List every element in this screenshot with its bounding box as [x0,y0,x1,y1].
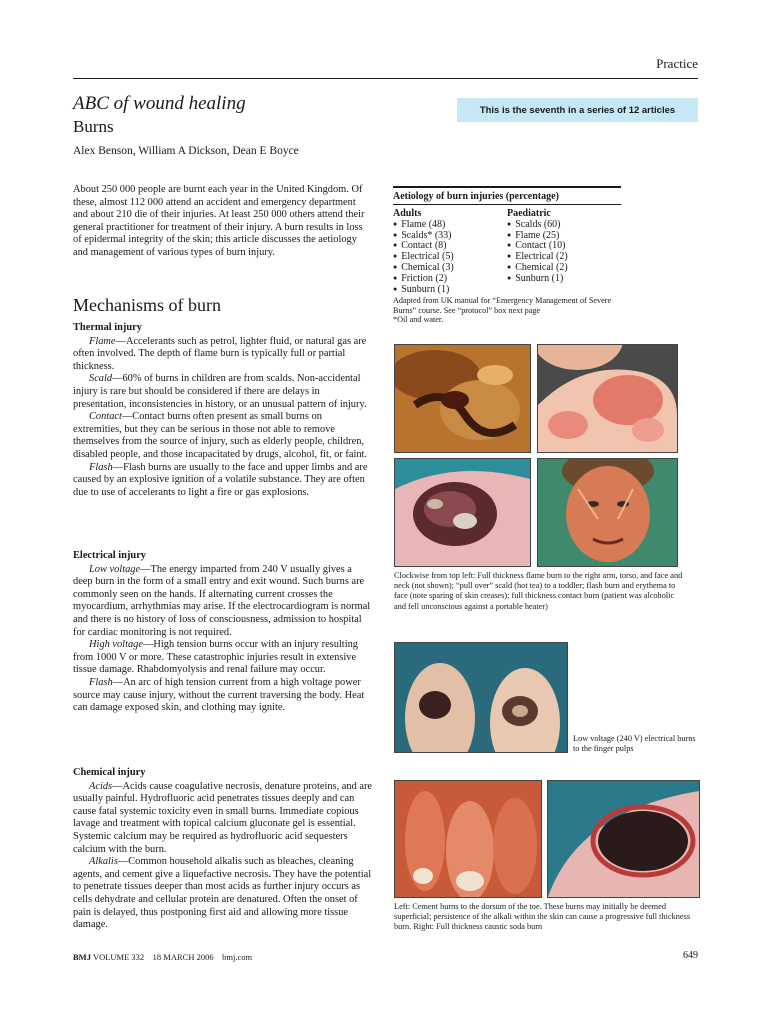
caption-cement-burns: Left: Cement burns to the dorsum of the toe. These burns may initially be deemed superficial; persistence of the alkali within the skin can cause a progressive full thickness burn. Right: Full thickness caustic soda burn [394,902,691,932]
text-scald: —60% of burns in children are from scalds. Non-accidental injury is rare but should be considered if there are delays in presentation, inconsistencies in history, or an unusual pattern of injury. [73,373,367,410]
intro-paragraph [73,184,373,260]
subheading-thermal: Thermal injury [73,322,142,333]
text-high-voltage: —High tension burns occur with an injury resulting from 1000 V or more. These catastrophic injuries result in extensive tissue damage. Rhabdomyolysis and renal failure may occur. [73,639,358,676]
list-item: ● Flame (48) [393,220,507,231]
term-alkalis: Alkalis [89,856,118,868]
article-title: Burns [73,117,114,136]
list-item: ● Chemical (2) [507,263,621,274]
photo-cement-burn-toe [394,780,542,898]
text-flash: —Flash burns are usually to the face and upper limbs and are caused by an explosive ignition of a volatile substance. They are often due to use of accelerants to light a fire or gas explosions. [73,461,368,498]
paragraph-flash [73,462,373,500]
paragraph-electrical-flash [73,677,373,715]
aetiology-note [393,296,623,325]
series-title: ABC of wound healing [73,93,246,114]
term-low-voltage: Low voltage [89,563,141,575]
text-flame: —Accelerants such as petrol, lighter fluid, or natural gas are often involved. The depth of flame burn is typically full or partial thickness. [73,335,367,372]
aetiology-source: Adapted from UK manual for “Emergency Management of Severe Burns” course. See “protocol” box next page [393,296,612,315]
paediatric-heading: Paediatric [507,208,551,219]
list-item: ● Scalds* (33) [393,231,507,242]
author-list: Alex Benson, William A Dickson, Dean E Boyce [73,145,299,157]
paragraph-flame [73,336,373,374]
caption-photo-grid: Clockwise from top left: Full thickness flame burn to the right arm, torso, and face and neck (not shown); “pull over” scald (hot tea) to a toddler; flash burn and erythema to face (note sparing of skin creases); full thickness contact burn (patient was alcoholic and fell unconscious against a portable heater) [394,571,683,611]
page-number: 649 [683,950,698,961]
term-high-voltage: High voltage [89,639,143,651]
caption-finger-burns: Low voltage (240 V) electrical burns to the finger pulps [573,734,696,754]
paragraph-high-voltage [73,639,373,677]
list-item: ● Chemical (3) [393,263,507,274]
list-item: ● Scalds (60) [507,220,621,231]
footer-citation [73,952,252,962]
photo-scald-toddler [537,344,678,453]
adults-column [393,209,507,295]
intro-text: About 250 000 people are burnt each year in the United Kingdom. Of these, almost 112 000 attend an accident and emergency department and about 210 die of their injuries. At least 250 000 others attend their general practitioner for treatment of their injury. A burn results in loss of epidermal integrity of the skin; this article discusses the aetiology and management of various types of burn injury. [73,184,365,258]
list-item: ● Sunburn (1) [507,274,621,285]
paragraph-acids [73,781,373,857]
text-acids: —Acids cause coagulative necrosis, denature proteins, and are usually painful. Hydrofluoric acid penetrates tissues deeply and can cause fatal systemic toxicity even in small burns. Immediate copious lavage and treatment with topical calcium gluconate gel is essential. Systemic calcium may be required as hydrofluoric acid sequesters calcium with the burn. [73,780,373,855]
photo-finger-electrical-burns [394,642,568,753]
aetiology-table [393,186,621,295]
photo-flame-burn-arm [394,344,531,453]
list-item: ● Electrical (2) [507,252,621,263]
text-low-voltage: —The energy imparted from 240 V usually gives a deep burn in the form of a small entry and exit wound. Such burns are commonly seen on the hands. If alternating current crosses the myocardium, arrhythmias may arise. If the electrocardiogram is normal and there is no history of loss of consciousness, admission to hospital for cardiac monitoring is not required. [73,563,371,638]
term-contact: Contact [89,411,122,423]
text-alkalis: —Common household alkalis such as bleaches, cleaning agents, and cement give a liquefactive necrosis. They have the potential to penetrate tissues deeper than most acids as further injury occurs as cells dehydrate and cellular protein are denatured. Often the onset of pain is delayed, thus postponing first aid and allowing more tissue damage. [73,856,372,931]
term-electrical-flash: Flash [89,676,113,688]
electrical-injury-section [73,550,373,715]
section-label: Practice [656,56,698,71]
paragraph-low-voltage [73,564,373,640]
paediatric-list [507,220,621,285]
adults-list [393,220,507,296]
term-scald: Scald [89,373,113,385]
journal-name: BMJ [73,952,91,962]
section-heading-mechanisms: Mechanisms of burn [73,295,221,315]
header-rule [73,78,698,79]
series-note-text: This is the seventh in a series of 12 articles [479,104,676,116]
adults-heading: Adults [393,208,422,219]
list-item: ● Contact (10) [507,241,621,252]
list-item: ● Sunburn (1) [393,285,507,296]
term-acids: Acids [89,780,113,792]
photo-caustic-soda-burn [547,780,700,898]
thermal-injury-section [73,322,373,499]
text-electrical-flash: —An arc of high tension current from a high voltage power source may cause injury, without the current traversing the body. Heat can damage exposed skin, and clothing may ignite. [73,676,365,714]
photo-flash-burn-face [537,458,678,567]
subheading-chemical: Chemical injury [73,767,146,778]
photo-contact-burn [394,458,531,567]
paragraph-scald [73,373,373,411]
list-item: ● Flame (25) [507,231,621,242]
term-flash: Flash [89,461,113,473]
chemical-injury-section [73,767,373,932]
aetiology-title: Aetiology of burn injuries (percentage) [393,188,621,205]
term-flame: Flame [89,335,116,347]
paragraph-contact [73,411,373,461]
series-note-box [457,98,698,122]
paragraph-alkalis [73,856,373,932]
paediatric-column [507,209,621,295]
text-contact: —Contact burns often present as small burns on extremities, but they can be serious in those not able to remove themselves from the source of injury, such as elderly people, children, disabled people, and those incapacitated by drugs, alcohol, fit, or faint. [73,411,368,460]
list-item: ● Electrical (5) [393,252,507,263]
issue-info: VOLUME 332 18 MARCH 2006 bmj.com [92,952,253,962]
list-item: ● Friction (2) [393,274,507,285]
subheading-electrical: Electrical injury [73,550,147,561]
aetiology-footnote: *Oil and water. [393,315,444,325]
list-item: ● Contact (8) [393,241,507,252]
